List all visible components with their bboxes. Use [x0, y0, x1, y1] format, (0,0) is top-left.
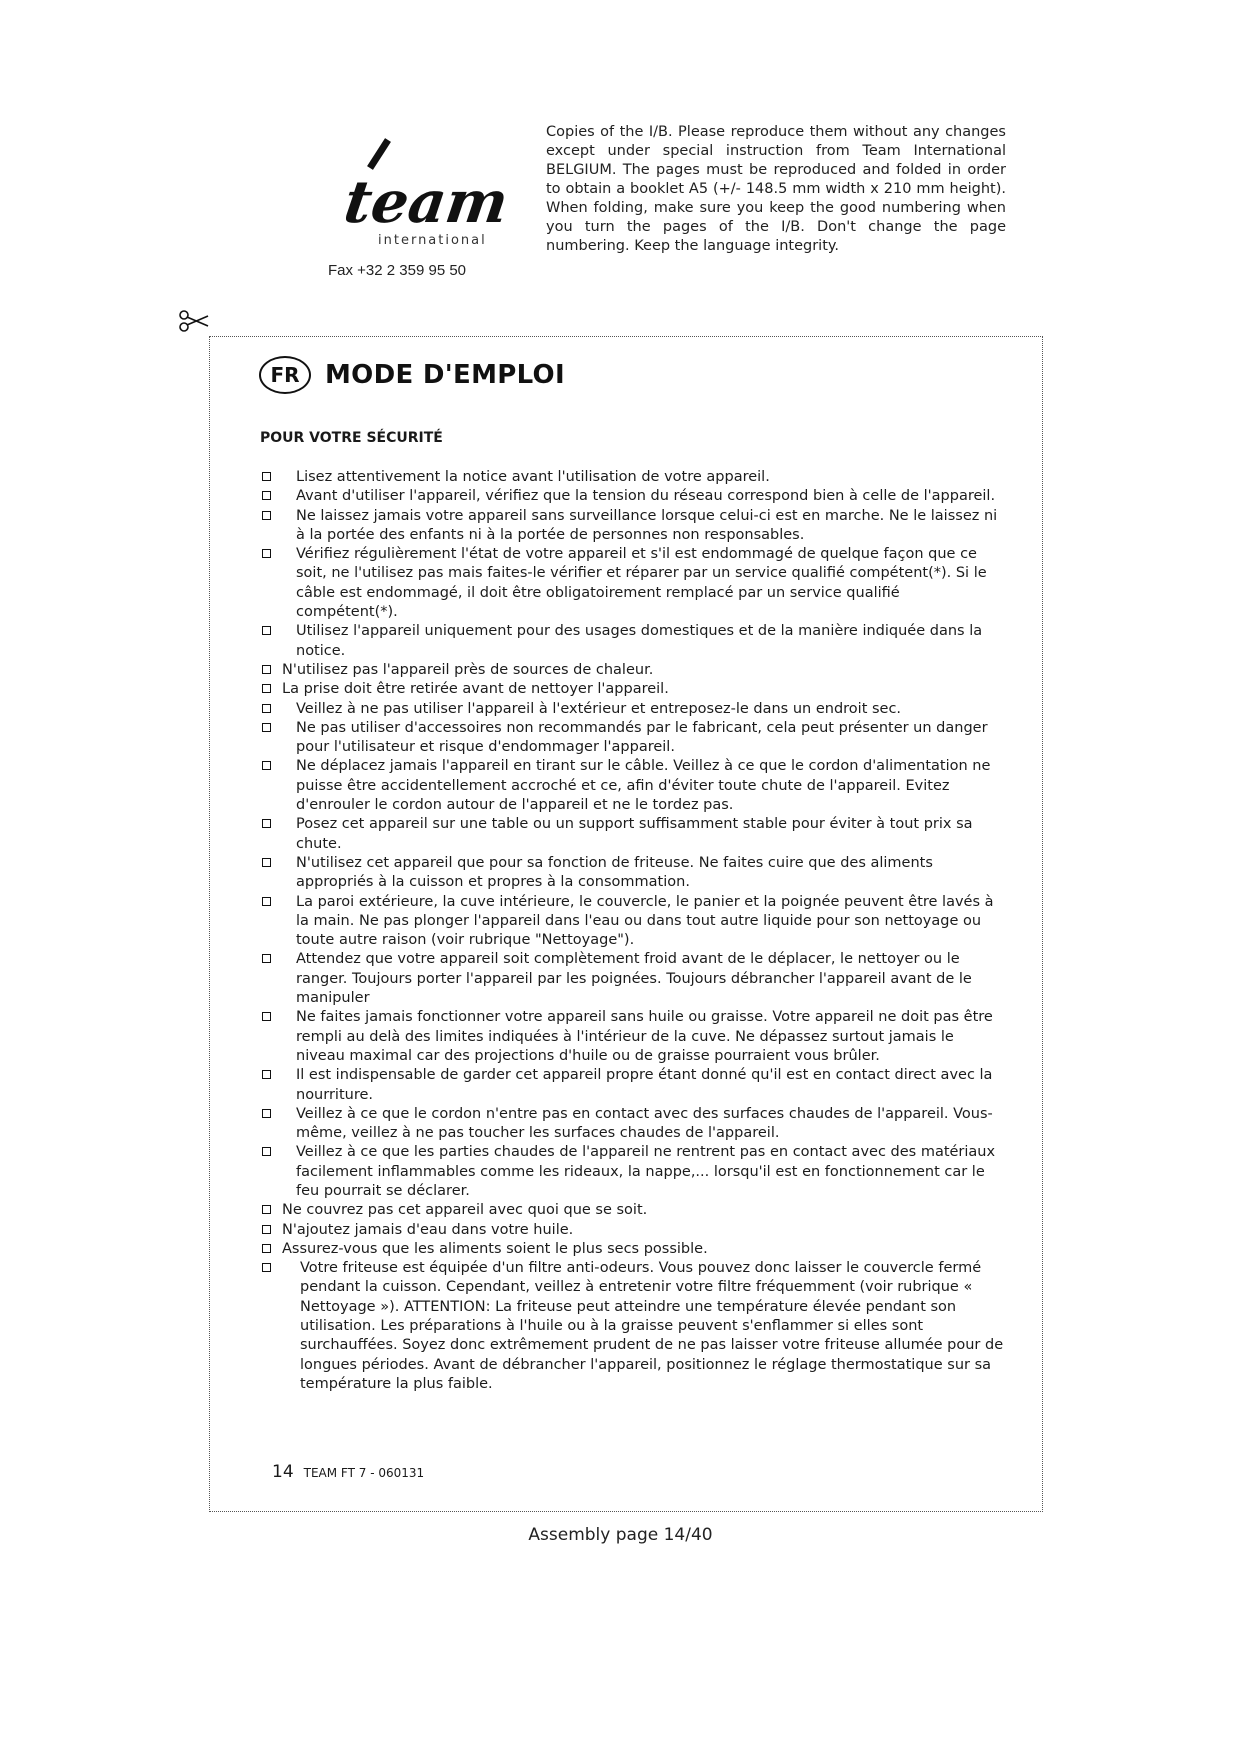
list-item: Veillez à ce que les parties chaudes de l'appareil ne rentrent pas en contact avec des matériaux facilement inflammables comme les rideaux, la nappe,... lorsqu'il est en fonctionnement car le feu pourrait se déclarer.	[260, 1143, 1005, 1201]
manual-title-row	[259, 353, 565, 397]
page-title: MODE D'EMPLOI	[325, 360, 565, 390]
list-item: Avant d'utiliser l'appareil, vérifiez que la tension du réseau correspond bien à celle de l'appareil.	[260, 487, 1005, 506]
page-footer	[272, 1462, 424, 1482]
reproduction-notice: Copies of the I/B. Please reproduce them without any changes except under special instruction from Team International BELGIUM. The pages must be reproduced and folded in order to obtain a booklet A5 (+/- 148.5 mm width x 210 mm height). When folding, make sure you keep the good numbering when you turn the pages of the I/B. Don't change the page numbering. Keep the language integrity.	[546, 124, 1006, 254]
list-item: Posez cet appareil sur une table ou un support suffisamment stable pour éviter à tout prix sa chute.	[260, 815, 1005, 854]
safety-list	[260, 468, 1005, 1394]
list-item: N'ajoutez jamais d'eau dans votre huile.	[260, 1221, 1005, 1240]
team-international-logo	[340, 138, 513, 250]
assembly-page-label: Assembly page 14/40	[528, 1525, 713, 1545]
svg-text:international: international	[378, 233, 487, 248]
section-heading: POUR VOTRE SÉCURITÉ	[260, 430, 443, 446]
list-item: Ne laissez jamais votre appareil sans surveillance lorsque celui-ci est en marche. Ne le laissez ni à la portée des enfants ni à la portée de personnes non responsables.	[260, 507, 1005, 546]
scissors-icon	[178, 308, 212, 334]
list-item: N'utilisez pas l'appareil près de sources de chaleur.	[260, 661, 1005, 680]
list-item: Votre friteuse est équipée d'un filtre anti-odeurs. Vous pouvez donc laisser le couvercle fermé pendant la cuisson. Cependant, veillez à entretenir votre filtre fréquemment (voir rubrique « Nettoyage »). ATTENTION: La friteuse peut atteindre une température élevée pendant son utilisation. Les préparations à l'huile ou à la graisse peuvent s'enflammer si elles sont surchauffées. Soyez donc extrêmement prudent de ne pas laisser votre friteuse allumée pour de longues périodes. Avant de débrancher l'appareil, positionnez le réglage thermostatique sur sa température la plus faible.	[260, 1259, 1005, 1394]
list-item: Vérifiez régulièrement l'état de votre appareil et s'il est endommagé de quelque façon que ce soit, ne l'utilisez pas mais faites-le vérifier et réparer par un service qualifié compétent(*). Si le câble est endommagé, il doit être obligatoirement remplacé par un service qualifié compétent(*).	[260, 545, 1005, 622]
list-item: Ne déplacez jamais l'appareil en tirant sur le câble. Veillez à ce que le cordon d'alimentation ne puisse être accidentellement accroché et ce, afin d'éviter toute chute de l'appareil. Evitez d'enrouler le cordon autour de l'appareil et ne le tordez pas.	[260, 757, 1005, 815]
list-item: Assurez-vous que les aliments soient le plus secs possible.	[260, 1240, 1005, 1259]
list-item: N'utilisez cet appareil que pour sa fonction de friteuse. Ne faites cuire que des aliments appropriés à la cuisson et propres à la consommation.	[260, 854, 1005, 893]
svg-text:team: team	[340, 167, 513, 236]
list-item: Lisez attentivement la notice avant l'utilisation de votre appareil.	[260, 468, 1005, 487]
list-item: Ne pas utiliser d'accessoires non recommandés par le fabricant, cela peut présenter un danger pour l'utilisateur et risque d'endommager l'appareil.	[260, 719, 1005, 758]
list-item: Utilisez l'appareil uniquement pour des usages domestiques et de la manière indiquée dans la notice.	[260, 622, 1005, 661]
page-number: 14	[272, 1462, 294, 1482]
list-item: La prise doit être retirée avant de nettoyer l'appareil.	[260, 680, 1005, 699]
model-reference: TEAM FT 7 - 060131	[303, 1466, 425, 1480]
language-badge: FR	[259, 356, 311, 394]
list-item: Il est indispensable de garder cet appareil propre étant donné qu'il est en contact direct avec la nourriture.	[260, 1066, 1005, 1105]
fax-number: Fax +32 2 359 95 50	[328, 262, 467, 279]
list-item: Ne couvrez pas cet appareil avec quoi que se soit.	[260, 1201, 1005, 1220]
list-item: Ne faites jamais fonctionner votre appareil sans huile ou graisse. Votre appareil ne doit pas être rempli au delà des limites indiquées à l'intérieur de la cuve. Ne dépassez surtout jamais le niveau maximal car des projections d'huile ou de graisse pourraient vous brûler.	[260, 1008, 1005, 1066]
list-item: Veillez à ce que le cordon n'entre pas en contact avec des surfaces chaudes de l'appareil. Vous-même, veillez à ne pas toucher les surfaces chaudes de l'appareil.	[260, 1105, 1005, 1144]
list-item: Veillez à ne pas utiliser l'appareil à l'extérieur et entreposez-le dans un endroit sec.	[260, 700, 1005, 719]
list-item: Attendez que votre appareil soit complètement froid avant de le déplacer, le nettoyer ou le ranger. Toujours porter l'appareil par les poignées. Toujours débrancher l'appareil avant de le manipuler	[260, 950, 1005, 1008]
list-item: La paroi extérieure, la cuve intérieure, le couvercle, le panier et la poignée peuvent être lavés à la main. Ne pas plonger l'appareil dans l'eau ou dans tout autre liquide pour son nettoyage ou toute autre raison (voir rubrique "Nettoyage").	[260, 893, 1005, 951]
